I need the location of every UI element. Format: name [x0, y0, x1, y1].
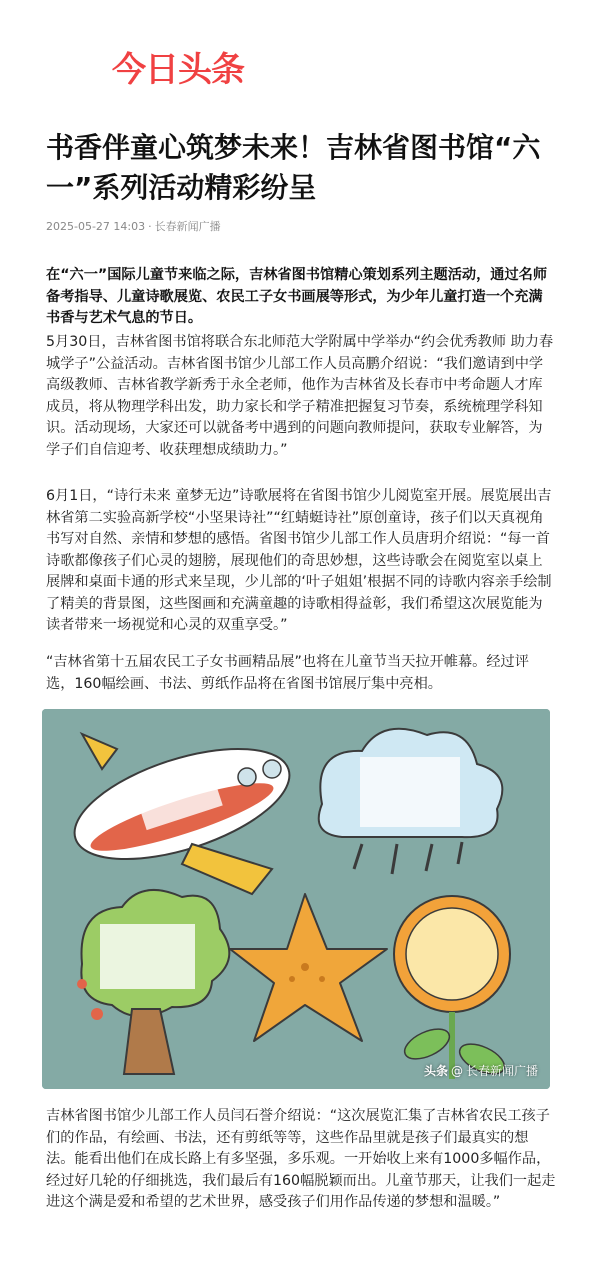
article-paragraph-3: “吉林省第十五届农民工子女书画精品展”也将在儿童节当天拉开帷幕。经过评选，160幅绘画、书法、剪纸作品将在省图书馆展厅集中亮相。: [46, 654, 529, 692]
photo-watermark: [424, 1062, 538, 1079]
photo-illustration: [42, 709, 550, 1089]
article-title: 书香伴童心筑梦未来！吉林省图书馆“六一”系列活动精彩纷呈: [46, 131, 541, 204]
article-paragraph-4: 吉林省图书馆少儿部工作人员闫石誉介绍说：“这次展览汇集了吉林省农民工孩子们的作品，有绘画、书法，还有剪纸等等，这些作品里就是孩子们最真实的想法。能看出他们在成长路上有多坚强，多乐观。一开始收上来有1000多幅作品，经过好几轮的仔细挑选，我们最后有160幅脱颖而出。儿童节那天，让我们一起走进这个满是爱和希望的艺术世界，感受孩子们用作品传递的梦想和温暖。”: [46, 1108, 556, 1210]
publish-date: 2025-05-27 14:03: [46, 220, 146, 233]
meta-separator: ·: [148, 220, 152, 233]
article-paragraph-1: 5月30日，吉林省图书馆将联合东北师范大学附属中学举办“约会优秀教师 助力春城学子”公益活动。吉林省图书馆少儿部工作人员高鹏介绍说：“我们邀请到中学高级教师、吉林省教学新秀于永全老师，他作为吉林省及长春市中考命题人才库成员，将从物理学科出发，助力家长和学子精准把握复习节奏，系统梳理学科知识。活动现场，大家还可以就备考中遇到的问题向教师提问，获取专业解答，为学子们自信迎考、收获理想成绩助力。”: [46, 334, 554, 458]
article-paragraph-2: 6月1日，“诗行未来 童梦无边”诗歌展将在省图书馆少儿阅览室开展。展览展出吉林省第二实验高新学校“小坚果诗社”“红蜻蜓诗社”原创童诗，孩子们以天真视角书写对自然、亲情和梦想的感悟。省图书馆少儿部工作人员唐玥介绍说：“每一首诗歌都像孩子们心灵的翅膀，展现他们的奇思妙想，这些诗歌会在阅览室以桌上展牌和桌面卡通的形式来呈现，少儿部的‘叶子姐姐’根据不同的诗歌内容亲手绘制了精美的背景图，这些图画和充满童趣的诗歌相得益彰，我们希望这次展览能为读者带来一场视觉和心灵的双重享受。”: [46, 488, 552, 633]
article-meta: [46, 219, 221, 235]
article-lead: 在“六一”国际儿童节来临之际，吉林省图书馆精心策划系列主题活动，通过名师备考指导、儿童诗歌展览、农民工子女书画展等形式，为少年儿童打造一个充满书香与艺术气息的节日。: [46, 267, 548, 326]
sunflower-cutout: [394, 896, 510, 1080]
article-photo[interactable]: [42, 709, 550, 1089]
toutiao-logo[interactable]: 今日头条: [112, 50, 244, 90]
watermark-source: 长春新闻广播: [465, 1064, 538, 1078]
source-name[interactable]: 长春新闻广播: [154, 220, 221, 233]
watermark-brand: 头条: [423, 1064, 448, 1078]
watermark-at: @: [450, 1063, 463, 1078]
